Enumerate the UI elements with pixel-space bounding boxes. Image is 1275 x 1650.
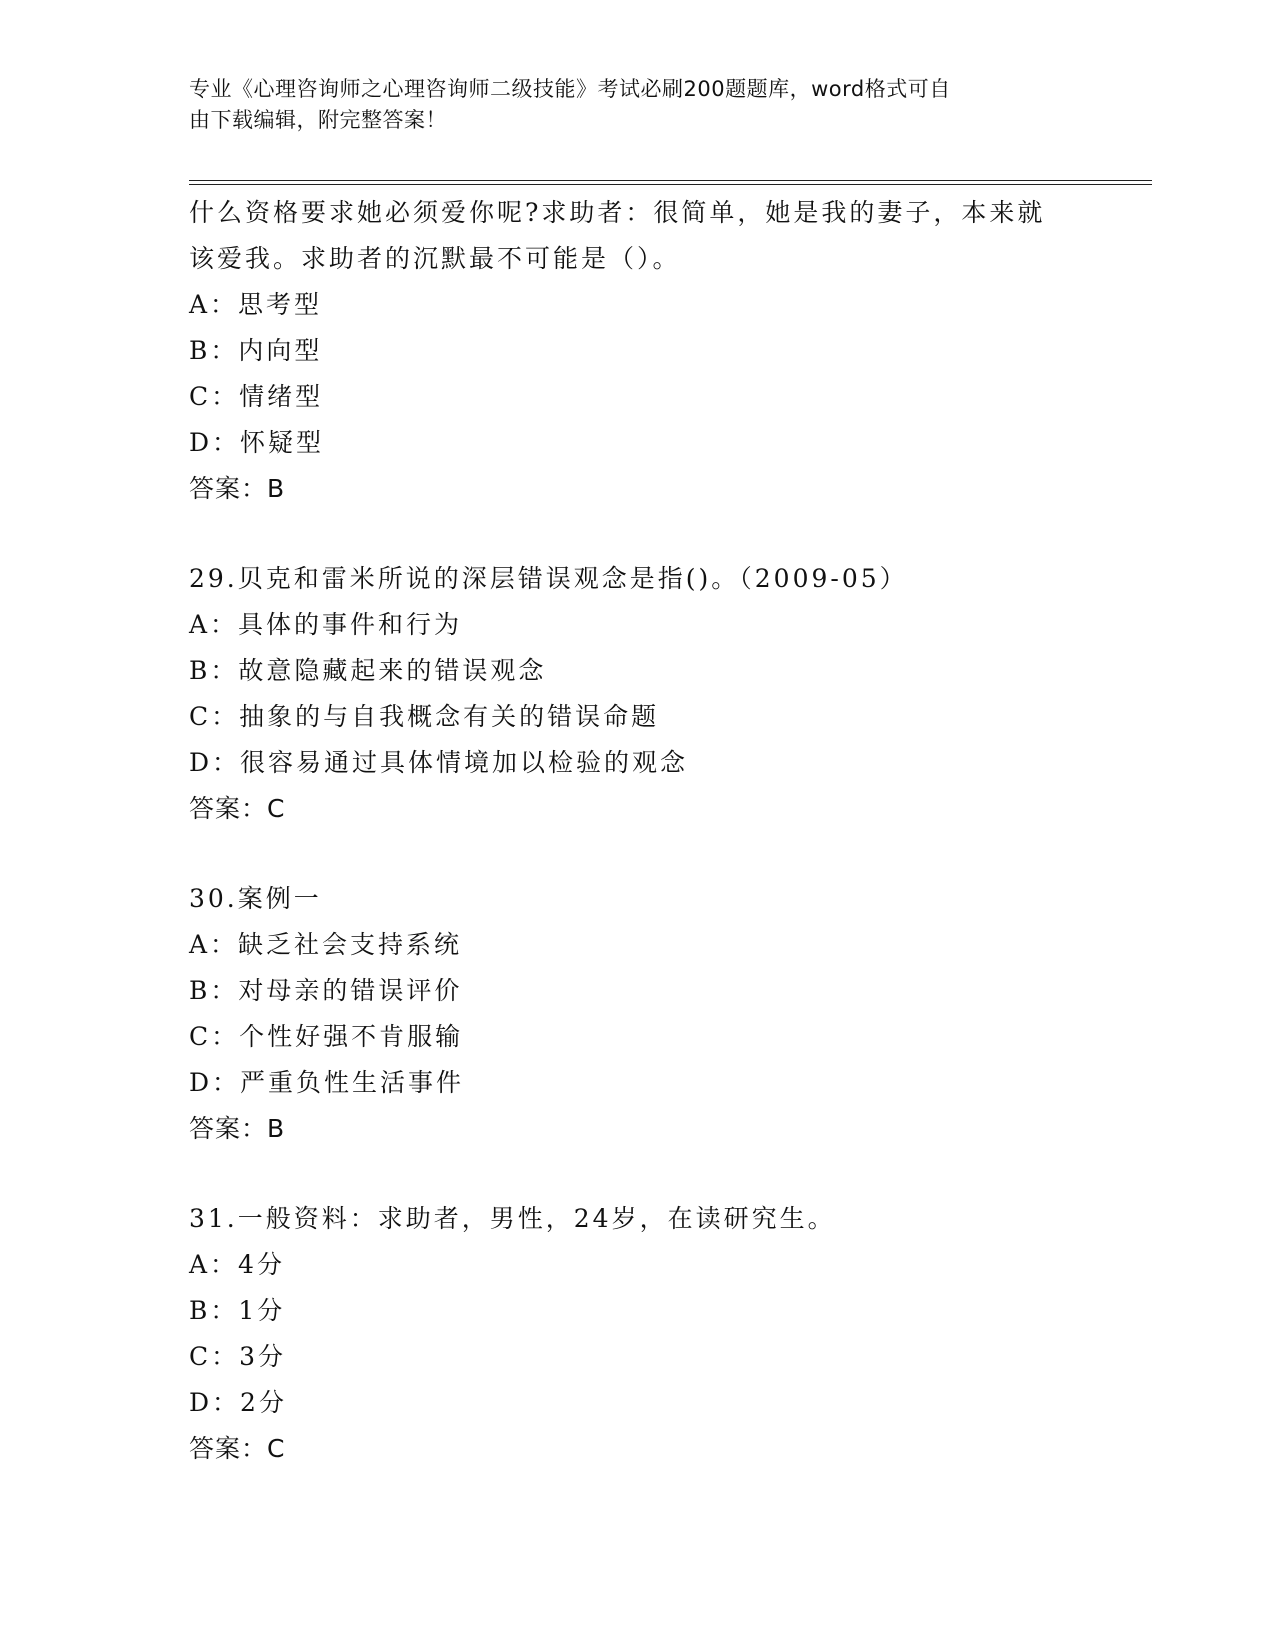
option-a: A：缺乏社会支持系统 <box>189 930 463 959</box>
question-block <box>189 556 1089 832</box>
option-c: C：3分 <box>189 1342 287 1371</box>
option-c: C：抽象的与自我概念有关的错误命题 <box>189 702 660 731</box>
option-a: A：具体的事件和行为 <box>189 610 463 639</box>
answer-line: 答案：B <box>189 474 286 503</box>
option-b: B：内向型 <box>189 336 323 365</box>
question-list <box>189 190 1089 1472</box>
option-b: B：1分 <box>189 1296 286 1325</box>
option-c: C：个性好强不肯服输 <box>189 1022 464 1051</box>
option-b: B：对母亲的错误评价 <box>189 976 463 1005</box>
document-header <box>189 74 1069 136</box>
question-stem: 该爱我。求助者的沉默最不可能是（）。 <box>189 244 681 273</box>
option-d: D：2分 <box>189 1388 287 1417</box>
question-stem: 31.一般资料：求助者，男性，24岁，在读研究生。 <box>189 1204 836 1233</box>
option-b: B：故意隐藏起来的错误观念 <box>189 656 547 685</box>
header-double-rule <box>189 180 1152 185</box>
option-d: D：怀疑型 <box>189 428 325 457</box>
question-stem: 30.案例一 <box>189 884 322 913</box>
question-block <box>189 876 1089 1152</box>
option-a: A：4分 <box>189 1250 285 1279</box>
question-block <box>189 1196 1089 1472</box>
option-d: D：严重负性生活事件 <box>189 1068 465 1097</box>
header-line-1: 专业《心理咨询师之心理咨询师二级技能》考试必刷200题题库，word格式可自 <box>189 77 951 101</box>
answer-line: 答案：B <box>189 1114 286 1143</box>
question-stem: 什么资格要求她必须爱你呢?求助者：很简单，她是我的妻子，本来就 <box>189 198 1046 227</box>
option-d: D：很容易通过具体情境加以检验的观念 <box>189 748 689 777</box>
option-c: C：情绪型 <box>189 382 324 411</box>
option-a: A：思考型 <box>189 290 323 319</box>
question-stem: 29.贝克和雷米所说的深层错误观念是指()。（2009-05） <box>189 564 908 593</box>
answer-line: 答案：C <box>189 1434 286 1463</box>
answer-line: 答案：C <box>189 794 286 823</box>
question-block <box>189 190 1089 512</box>
header-line-2: 由下载编辑，附完整答案！ <box>189 108 447 132</box>
